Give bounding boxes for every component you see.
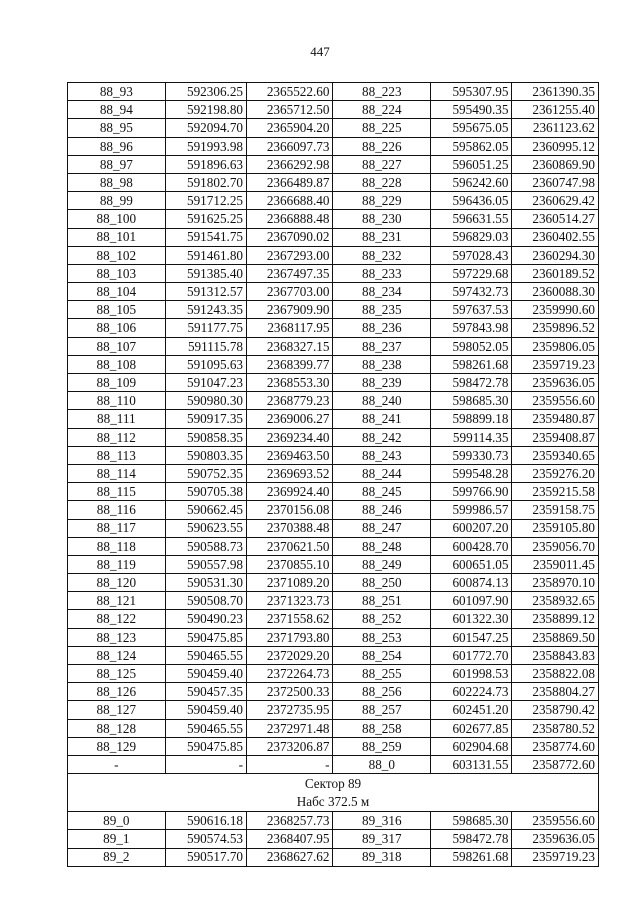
table-row [68,501,599,519]
table-row [68,610,599,628]
table-row [68,192,599,210]
table-row [68,246,599,264]
point-id-right-cell: 88_227 [333,155,431,173]
table-row [68,173,599,191]
table-row [68,574,599,592]
point-id-right-cell: 88_235 [333,301,431,319]
y-coord-left-cell: 2371793.80 [247,628,333,646]
x-coord-left-cell: 591712.25 [165,192,246,210]
table-row [68,319,599,337]
table-row [68,374,599,392]
y-coord-left-cell: 2369693.52 [247,464,333,482]
y-coord-left-cell: 2371323.73 [247,592,333,610]
x-coord-left-cell: 590803.35 [165,446,246,464]
x-coord-right-cell: 596242.60 [431,173,512,191]
point-id-right-cell: 88_247 [333,519,431,537]
x-coord-right-cell: 595675.05 [431,119,512,137]
x-coord-right-cell: 597432.73 [431,283,512,301]
x-coord-left-cell: 590662.45 [165,501,246,519]
point-id-left-cell: 88_117 [68,519,166,537]
y-coord-left-cell: 2367090.02 [247,228,333,246]
y-coord-left-cell: 2366097.73 [247,137,333,155]
x-coord-right-cell: 599986.57 [431,501,512,519]
y-coord-left-cell: 2369463.50 [247,446,333,464]
y-coord-right-cell: 2359636.05 [512,374,599,392]
table-row [68,283,599,301]
y-coord-left-cell: 2368117.95 [247,319,333,337]
point-id-left-cell: 88_101 [68,228,166,246]
y-coord-right-cell: 2358899.12 [512,610,599,628]
x-coord-right-cell: 597843.98 [431,319,512,337]
point-id-right-cell: 88_224 [333,101,431,119]
point-id-right-cell: 88_257 [333,701,431,719]
x-coord-right-cell: 597028.43 [431,246,512,264]
y-coord-left-cell: 2370156.08 [247,501,333,519]
x-coord-right-cell: 600651.05 [431,555,512,573]
table-row [68,392,599,410]
y-coord-right-cell: 2358932.65 [512,592,599,610]
point-id-left-cell: 88_108 [68,355,166,373]
point-id-left-cell: 88_93 [68,83,166,101]
y-coord-right-cell: 2358869.50 [512,628,599,646]
point-id-left-cell: 88_98 [68,173,166,191]
y-coord-right-cell: 2359276.20 [512,464,599,482]
point-id-left-cell: 88_107 [68,337,166,355]
x-coord-left-cell: 590490.23 [165,610,246,628]
x-coord-left-cell: 591047.23 [165,374,246,392]
point-id-right-cell: 88_236 [333,319,431,337]
y-coord-left-cell: 2368257.73 [247,812,333,830]
y-coord-left-cell: 2366888.48 [247,210,333,228]
y-coord-right-cell: 2359105.80 [512,519,599,537]
point-id-left-cell: 89_2 [68,848,166,866]
point-id-right-cell: 88_238 [333,355,431,373]
x-coord-right-cell: 598472.78 [431,374,512,392]
point-id-left-cell: 88_119 [68,555,166,573]
point-id-right-cell: 89_318 [333,848,431,866]
y-coord-left-cell: 2368779.23 [247,392,333,410]
x-coord-left-cell: 590475.85 [165,737,246,755]
x-coord-left-cell: 591385.40 [165,264,246,282]
point-id-left-cell: 88_118 [68,537,166,555]
point-id-left-cell: 88_116 [68,501,166,519]
point-id-left-cell: - [68,755,166,773]
x-coord-right-cell: 595862.05 [431,137,512,155]
sector-header-row [68,774,599,812]
x-coord-left-cell: 590459.40 [165,701,246,719]
point-id-right-cell: 88_248 [333,537,431,555]
x-coord-right-cell: 599766.90 [431,483,512,501]
x-coord-left-cell: 590457.35 [165,683,246,701]
table-row [68,83,599,101]
x-coord-left-cell: 591993.98 [165,137,246,155]
y-coord-right-cell: 2361123.62 [512,119,599,137]
point-id-left-cell: 89_0 [68,812,166,830]
table-row [68,848,599,866]
y-coord-right-cell: 2359896.52 [512,319,599,337]
y-coord-left-cell: 2370388.48 [247,519,333,537]
y-coord-right-cell: 2361255.40 [512,101,599,119]
x-coord-left-cell: 590623.55 [165,519,246,537]
x-coord-left-cell: 591312.57 [165,283,246,301]
y-coord-left-cell: 2367909.90 [247,301,333,319]
x-coord-left-cell: 590459.40 [165,665,246,683]
x-coord-left-cell: - [165,755,246,773]
point-id-right-cell: 88_237 [333,337,431,355]
table-row [68,410,599,428]
table-row [68,755,599,773]
point-id-left-cell: 88_127 [68,701,166,719]
y-coord-right-cell: 2360402.55 [512,228,599,246]
x-coord-left-cell: 590574.53 [165,830,246,848]
x-coord-left-cell: 590705.38 [165,483,246,501]
y-coord-left-cell: 2366489.87 [247,173,333,191]
point-id-right-cell: 88_251 [333,592,431,610]
y-coord-left-cell: 2367293.00 [247,246,333,264]
y-coord-right-cell: 2358822.08 [512,665,599,683]
point-id-left-cell: 88_114 [68,464,166,482]
table-row [68,301,599,319]
x-coord-right-cell: 595307.95 [431,83,512,101]
y-coord-right-cell: 2358780.52 [512,719,599,737]
point-id-left-cell: 88_112 [68,428,166,446]
y-coord-left-cell: 2372264.73 [247,665,333,683]
x-coord-right-cell: 596829.03 [431,228,512,246]
x-coord-left-cell: 591541.75 [165,228,246,246]
x-coord-right-cell: 603131.55 [431,755,512,773]
point-id-left-cell: 88_100 [68,210,166,228]
x-coord-right-cell: 601322.30 [431,610,512,628]
table-row [68,701,599,719]
x-coord-left-cell: 590508.70 [165,592,246,610]
y-coord-right-cell: 2359158.75 [512,501,599,519]
y-coord-left-cell: 2367497.35 [247,264,333,282]
y-coord-right-cell: 2359719.23 [512,848,599,866]
y-coord-left-cell: 2366292.98 [247,155,333,173]
x-coord-left-cell: 591461.80 [165,246,246,264]
y-coord-right-cell: 2359480.87 [512,410,599,428]
point-id-right-cell: 88_246 [333,501,431,519]
x-coord-left-cell: 592306.25 [165,83,246,101]
x-coord-left-cell: 590475.85 [165,628,246,646]
table-body-upper [68,83,599,774]
x-coord-right-cell: 601772.70 [431,646,512,664]
point-id-right-cell: 88_0 [333,755,431,773]
x-coord-left-cell: 590517.70 [165,848,246,866]
y-coord-left-cell: 2368553.30 [247,374,333,392]
point-id-right-cell: 88_226 [333,137,431,155]
table-row [68,155,599,173]
y-coord-right-cell: 2358772.60 [512,755,599,773]
x-coord-right-cell: 602451.20 [431,701,512,719]
point-id-left-cell: 88_104 [68,283,166,301]
table-row [68,355,599,373]
point-id-right-cell: 88_231 [333,228,431,246]
point-id-left-cell: 88_97 [68,155,166,173]
point-id-left-cell: 88_122 [68,610,166,628]
y-coord-left-cell: 2372029.20 [247,646,333,664]
x-coord-left-cell: 590465.55 [165,646,246,664]
point-id-right-cell: 88_230 [333,210,431,228]
point-id-right-cell: 88_256 [333,683,431,701]
sector-header-section [68,774,599,812]
table-row [68,646,599,664]
x-coord-right-cell: 598472.78 [431,830,512,848]
point-id-left-cell: 88_99 [68,192,166,210]
point-id-right-cell: 88_243 [333,446,431,464]
y-coord-left-cell: 2371089.20 [247,574,333,592]
point-id-left-cell: 88_110 [68,392,166,410]
x-coord-right-cell: 601547.25 [431,628,512,646]
x-coord-right-cell: 599330.73 [431,446,512,464]
x-coord-right-cell: 599548.28 [431,464,512,482]
table-row [68,592,599,610]
y-coord-left-cell: 2371558.62 [247,610,333,628]
x-coord-right-cell: 602677.85 [431,719,512,737]
table-row [68,337,599,355]
y-coord-left-cell: 2372500.33 [247,683,333,701]
point-id-left-cell: 88_105 [68,301,166,319]
y-coord-left-cell: 2370621.50 [247,537,333,555]
y-coord-right-cell: 2359056.70 [512,537,599,555]
table-row [68,812,599,830]
table-row [68,428,599,446]
table-row [68,665,599,683]
x-coord-left-cell: 592198.80 [165,101,246,119]
point-id-left-cell: 88_129 [68,737,166,755]
point-id-left-cell: 88_126 [68,683,166,701]
x-coord-right-cell: 601097.90 [431,592,512,610]
y-coord-right-cell: 2359215.58 [512,483,599,501]
y-coord-right-cell: 2360629.42 [512,192,599,210]
y-coord-left-cell: 2367703.00 [247,283,333,301]
x-coord-right-cell: 598261.68 [431,848,512,866]
y-coord-left-cell: 2372735.95 [247,701,333,719]
table-row [68,101,599,119]
x-coord-right-cell: 598052.05 [431,337,512,355]
point-id-right-cell: 88_245 [333,483,431,501]
x-coord-right-cell: 602224.73 [431,683,512,701]
y-coord-right-cell: 2360189.52 [512,264,599,282]
point-id-right-cell: 88_225 [333,119,431,137]
point-id-left-cell: 88_96 [68,137,166,155]
x-coord-right-cell: 598685.30 [431,812,512,830]
point-id-left-cell: 88_124 [68,646,166,664]
point-id-right-cell: 89_317 [333,830,431,848]
x-coord-left-cell: 591177.75 [165,319,246,337]
y-coord-left-cell: 2373206.87 [247,737,333,755]
x-coord-right-cell: 597637.53 [431,301,512,319]
point-id-left-cell: 88_106 [68,319,166,337]
point-id-right-cell: 88_244 [333,464,431,482]
point-id-right-cell: 88_259 [333,737,431,755]
y-coord-left-cell: 2372971.48 [247,719,333,737]
x-coord-left-cell: 590752.35 [165,464,246,482]
y-coord-left-cell: 2368627.62 [247,848,333,866]
table-row [68,119,599,137]
point-id-right-cell: 88_234 [333,283,431,301]
table-row [68,483,599,501]
y-coord-right-cell: 2360088.30 [512,283,599,301]
sector-height-label: Набс 372.5 м [296,793,370,809]
x-coord-left-cell: 590980.30 [165,392,246,410]
table-row [68,830,599,848]
y-coord-right-cell: 2360294.30 [512,246,599,264]
x-coord-left-cell: 590858.35 [165,428,246,446]
point-id-left-cell: 88_109 [68,374,166,392]
x-coord-left-cell: 590557.98 [165,555,246,573]
y-coord-right-cell: 2360995.12 [512,137,599,155]
point-id-left-cell: 88_103 [68,264,166,282]
table-row [68,628,599,646]
y-coord-right-cell: 2359806.05 [512,337,599,355]
table-body-lower [68,812,599,867]
y-coord-right-cell: 2360514.27 [512,210,599,228]
x-coord-right-cell: 598899.18 [431,410,512,428]
point-id-right-cell: 88_232 [333,246,431,264]
x-coord-left-cell: 592094.70 [165,119,246,137]
point-id-right-cell: 88_240 [333,392,431,410]
point-id-right-cell: 88_258 [333,719,431,737]
x-coord-left-cell: 590588.73 [165,537,246,555]
x-coord-right-cell: 598685.30 [431,392,512,410]
sector-title: Сектор 89 [304,775,362,791]
table-row [68,537,599,555]
table-row [68,719,599,737]
point-id-left-cell: 88_94 [68,101,166,119]
x-coord-left-cell: 590616.18 [165,812,246,830]
y-coord-right-cell: 2358970.10 [512,574,599,592]
y-coord-right-cell: 2359408.87 [512,428,599,446]
y-coord-right-cell: 2358790.42 [512,701,599,719]
x-coord-left-cell: 591115.78 [165,337,246,355]
sector-header-cell [68,774,599,812]
point-id-left-cell: 88_113 [68,446,166,464]
point-id-right-cell: 88_223 [333,83,431,101]
point-id-right-cell: 88_254 [333,646,431,664]
y-coord-left-cell: 2370855.10 [247,555,333,573]
x-coord-right-cell: 602904.68 [431,737,512,755]
y-coord-right-cell: 2358843.83 [512,646,599,664]
x-coord-right-cell: 596631.55 [431,210,512,228]
point-id-right-cell: 88_253 [333,628,431,646]
point-id-left-cell: 88_120 [68,574,166,592]
y-coord-right-cell: 2358804.27 [512,683,599,701]
y-coord-right-cell: 2359011.45 [512,555,599,573]
x-coord-right-cell: 597229.68 [431,264,512,282]
point-id-left-cell: 88_125 [68,665,166,683]
table-row [68,683,599,701]
y-coord-left-cell: 2369924.40 [247,483,333,501]
y-coord-right-cell: 2360869.90 [512,155,599,173]
point-id-left-cell: 88_123 [68,628,166,646]
x-coord-left-cell: 591095.63 [165,355,246,373]
x-coord-right-cell: 600207.20 [431,519,512,537]
x-coord-right-cell: 599114.35 [431,428,512,446]
point-id-right-cell: 88_252 [333,610,431,628]
table-row [68,737,599,755]
x-coord-right-cell: 600428.70 [431,537,512,555]
x-coord-right-cell: 598261.68 [431,355,512,373]
table-row [68,555,599,573]
point-id-right-cell: 88_250 [333,574,431,592]
point-id-right-cell: 88_249 [333,555,431,573]
point-id-left-cell: 89_1 [68,830,166,848]
point-id-left-cell: 88_111 [68,410,166,428]
y-coord-left-cell: 2366688.40 [247,192,333,210]
point-id-right-cell: 89_316 [333,812,431,830]
table-row [68,519,599,537]
x-coord-left-cell: 591896.63 [165,155,246,173]
y-coord-right-cell: 2359990.60 [512,301,599,319]
y-coord-left-cell: 2365712.50 [247,101,333,119]
point-id-right-cell: 88_233 [333,264,431,282]
point-id-right-cell: 88_255 [333,665,431,683]
point-id-right-cell: 88_241 [333,410,431,428]
x-coord-left-cell: 590531.30 [165,574,246,592]
point-id-left-cell: 88_102 [68,246,166,264]
x-coord-right-cell: 596051.25 [431,155,512,173]
point-id-right-cell: 88_228 [333,173,431,191]
x-coord-right-cell: 601998.53 [431,665,512,683]
y-coord-left-cell: - [247,755,333,773]
y-coord-right-cell: 2359719.23 [512,355,599,373]
table-row [68,264,599,282]
y-coord-right-cell: 2358774.60 [512,737,599,755]
point-id-left-cell: 88_115 [68,483,166,501]
point-id-right-cell: 88_229 [333,192,431,210]
x-coord-left-cell: 591625.25 [165,210,246,228]
table-row [68,137,599,155]
y-coord-right-cell: 2359556.60 [512,392,599,410]
y-coord-left-cell: 2369006.27 [247,410,333,428]
coordinates-table [67,82,599,867]
y-coord-left-cell: 2369234.40 [247,428,333,446]
point-id-left-cell: 88_128 [68,719,166,737]
point-id-right-cell: 88_242 [333,428,431,446]
y-coord-left-cell: 2368327.15 [247,337,333,355]
x-coord-left-cell: 591243.35 [165,301,246,319]
table-row [68,464,599,482]
y-coord-left-cell: 2368399.77 [247,355,333,373]
table-row [68,210,599,228]
y-coord-left-cell: 2365904.20 [247,119,333,137]
table-row [68,446,599,464]
y-coord-right-cell: 2359556.60 [512,812,599,830]
point-id-right-cell: 88_239 [333,374,431,392]
y-coord-left-cell: 2365522.60 [247,83,333,101]
x-coord-right-cell: 600874.13 [431,574,512,592]
table-row [68,228,599,246]
x-coord-left-cell: 590917.35 [165,410,246,428]
y-coord-left-cell: 2368407.95 [247,830,333,848]
point-id-left-cell: 88_121 [68,592,166,610]
y-coord-right-cell: 2361390.35 [512,83,599,101]
y-coord-right-cell: 2359636.05 [512,830,599,848]
x-coord-left-cell: 590465.55 [165,719,246,737]
x-coord-left-cell: 591802.70 [165,173,246,191]
page-number: 447 [310,44,330,59]
point-id-left-cell: 88_95 [68,119,166,137]
y-coord-right-cell: 2360747.98 [512,173,599,191]
x-coord-right-cell: 596436.05 [431,192,512,210]
x-coord-right-cell: 595490.35 [431,101,512,119]
y-coord-right-cell: 2359340.65 [512,446,599,464]
